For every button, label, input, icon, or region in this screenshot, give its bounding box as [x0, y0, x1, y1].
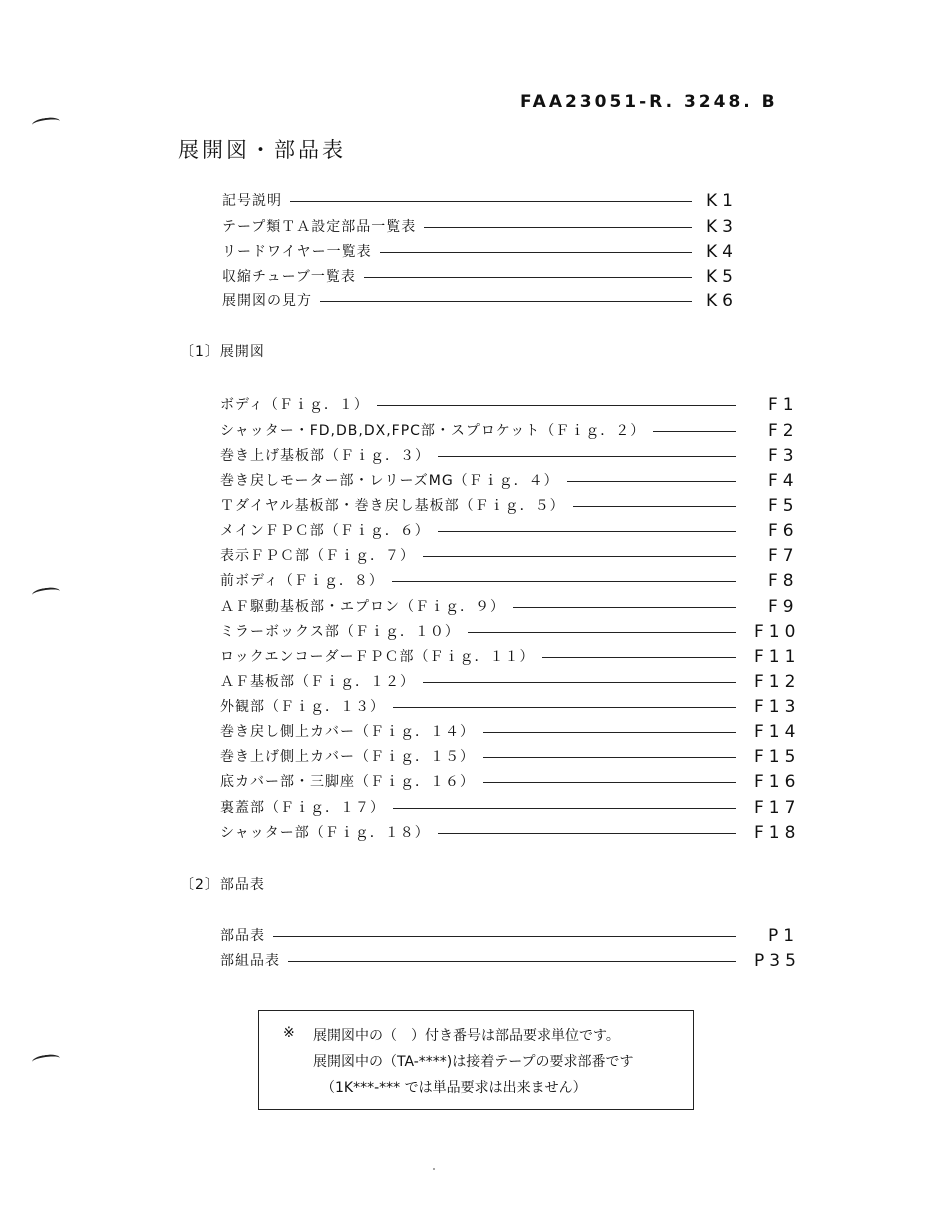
entry-page: F10 — [754, 622, 801, 642]
entry-label: シャッター部（Ｆｉｇ．１８） — [220, 822, 438, 842]
toc-entry[interactable] — [222, 216, 742, 240]
list-item[interactable] — [220, 671, 800, 695]
punch-mark-middle — [31, 586, 60, 600]
note-box — [258, 1010, 694, 1110]
entry-page: F18 — [754, 823, 801, 843]
entry-label: 記号説明 — [222, 190, 290, 210]
list-item[interactable] — [220, 570, 800, 594]
entry-label: 部組品表 — [220, 950, 288, 970]
scan-speck — [433, 1168, 435, 1170]
entry-page: F17 — [754, 798, 801, 818]
page-title: 展開図・部品表 — [178, 138, 346, 162]
entry-page: K6 — [706, 291, 738, 311]
list-item[interactable] — [220, 746, 800, 770]
entry-label: メインＦＰＣ部（Ｆｉｇ．６） — [220, 520, 438, 540]
toc-entry[interactable] — [222, 290, 742, 314]
list-item[interactable] — [220, 621, 800, 645]
list-item[interactable] — [220, 445, 800, 469]
entry-page: F13 — [754, 697, 801, 717]
entry-label: 底カバー部・三脚座（Ｆｉｇ．１６） — [220, 771, 483, 791]
entry-label: 収縮チューブ一覧表 — [222, 266, 364, 286]
note-line-2: 展開図中の（TA-****)は接着テープの要求部番です — [313, 1054, 634, 1070]
list-item[interactable] — [220, 545, 800, 569]
section-heading-parts-list: 〔2〕部品表 — [180, 877, 265, 893]
list-item[interactable] — [220, 394, 800, 418]
entry-page: F16 — [754, 772, 801, 792]
entry-label: ボディ（Ｆｉｇ．１） — [220, 394, 377, 414]
punch-mark-top — [31, 116, 60, 130]
list-item[interactable] — [220, 950, 800, 974]
note-mark: ※ — [283, 1025, 295, 1041]
entry-label: ＡＦ駆動基板部・エプロン（Ｆｉｇ．９） — [220, 596, 513, 616]
list-item[interactable] — [220, 470, 800, 494]
entry-page: F12 — [754, 672, 801, 692]
entry-label: 外観部（Ｆｉｇ．１３） — [220, 696, 393, 716]
list-item[interactable] — [220, 721, 800, 745]
toc-entry[interactable] — [222, 190, 742, 214]
entry-page: P35 — [754, 951, 801, 971]
entry-label: ミラーボックス部（Ｆｉｇ．１０） — [220, 621, 468, 641]
entry-page: F6 — [768, 521, 799, 541]
entry-label: Ｔダイヤル基板部・巻き戻し基板部（Ｆｉｇ．５） — [220, 495, 573, 515]
entry-page: P1 — [768, 926, 800, 946]
note-line-3: （1K***-*** では単品要求は出来ません） — [321, 1080, 587, 1096]
note-line-1: 展開図中の（ ）付き番号は部品要求単位です。 — [313, 1028, 620, 1044]
entry-page: F1 — [768, 395, 799, 415]
entry-page: F14 — [754, 722, 801, 742]
list-item[interactable] — [220, 771, 800, 795]
entry-label: リードワイヤー一覧表 — [222, 241, 380, 261]
list-item[interactable] — [220, 420, 800, 444]
entry-label: ロックエンコーダーＦＰＣ部（Ｆｉｇ．１１） — [220, 646, 542, 666]
entry-page: K3 — [706, 217, 738, 237]
list-item[interactable] — [220, 925, 800, 949]
leader-line — [222, 201, 692, 202]
document-code: FAA23051-R. 3248. B — [520, 92, 778, 112]
entry-label: 巻き上げ基板部（Ｆｉｇ．３） — [220, 445, 438, 465]
entry-label: 部品表 — [220, 925, 273, 945]
entry-page: K1 — [706, 191, 738, 211]
entry-page: F4 — [768, 471, 799, 491]
list-item[interactable] — [220, 495, 800, 519]
entry-label: 前ボディ（Ｆｉｇ．８） — [220, 570, 392, 590]
punch-mark-bottom — [31, 1053, 60, 1067]
entry-page: F5 — [768, 496, 799, 516]
entry-page: F7 — [768, 546, 799, 566]
entry-page: K5 — [706, 267, 738, 287]
entry-label: 展開図の見方 — [222, 290, 320, 310]
list-item[interactable] — [220, 696, 800, 720]
entry-label: テープ類ＴＡ設定部品一覧表 — [222, 216, 424, 236]
entry-label: シャッター・FD,DB,DX,FPC部・スプロケット（Ｆｉｇ．２） — [220, 420, 653, 440]
entry-label: 裏蓋部（Ｆｉｇ．１７） — [220, 797, 393, 817]
list-item[interactable] — [220, 646, 800, 670]
entry-label: 巻き上げ側上カバー（Ｆｉｇ．１５） — [220, 746, 483, 766]
entry-label: ＡＦ基板部（Ｆｉｇ．１２） — [220, 671, 423, 691]
entry-page: K4 — [706, 242, 738, 262]
entry-page: F2 — [768, 421, 799, 441]
entry-page: F9 — [768, 597, 799, 617]
entry-label: 表示ＦＰＣ部（Ｆｉｇ．７） — [220, 545, 423, 565]
entry-page: F15 — [754, 747, 801, 767]
list-item[interactable] — [220, 596, 800, 620]
list-item[interactable] — [220, 797, 800, 821]
entry-page: F3 — [768, 446, 799, 466]
entry-page: F8 — [768, 571, 799, 591]
toc-entry[interactable] — [222, 241, 742, 265]
list-item[interactable] — [220, 520, 800, 544]
leader-line — [220, 961, 736, 962]
leader-line — [220, 936, 736, 937]
entry-page: F11 — [754, 647, 801, 667]
entry-label: 巻き戻し側上カバー（Ｆｉｇ．１４） — [220, 721, 483, 741]
list-item[interactable] — [220, 822, 800, 846]
section-heading-exploded-views: 〔1〕展開図 — [180, 344, 265, 360]
entry-label: 巻き戻しモーター部・レリーズMG（Ｆｉｇ．４） — [220, 470, 567, 490]
toc-entry[interactable] — [222, 266, 742, 290]
